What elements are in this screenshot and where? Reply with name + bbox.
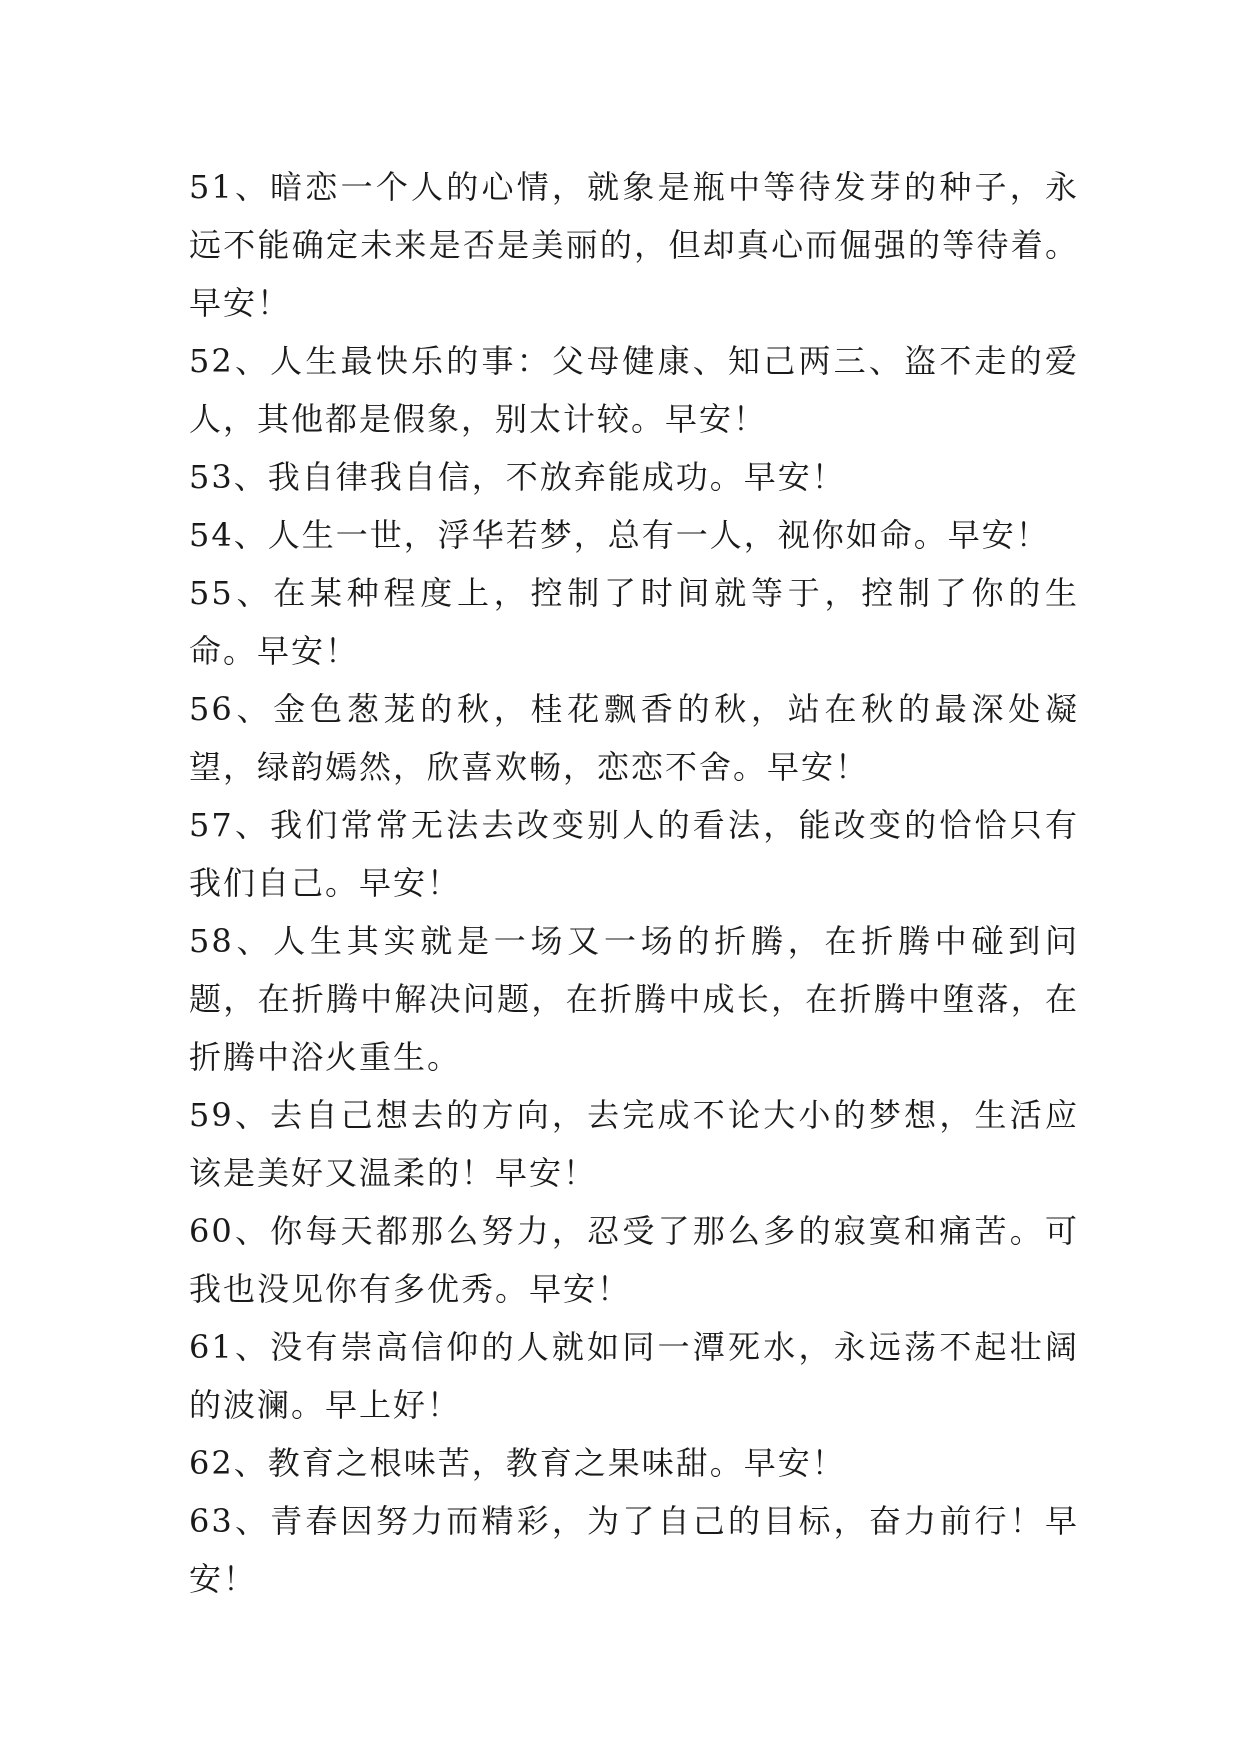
- list-item: 52、人生最快乐的事：父母健康、知己两三、盗不走的爱人，其他都是假象，别太计较。早安！: [189, 342, 1079, 438]
- list-item: 54、人生一世，浮华若梦，总有一人，视你如命。早安！: [189, 516, 1050, 554]
- list-item: 61、没有崇高信仰的人就如同一潭死水，永远荡不起壮阔的波澜。早上好！: [189, 1328, 1079, 1424]
- list-item: 59、去自己想去的方向，去完成不论大小的梦想，生活应该是美好又温柔的！早安！: [189, 1096, 1079, 1192]
- list-item: 57、我们常常无法去改变别人的看法，能改变的恰恰只有我们自己。早安！: [189, 806, 1079, 902]
- list-item: 55、在某种程度上，控制了时间就等于，控制了你的生命。早安！: [189, 574, 1079, 670]
- document-body: [189, 158, 1079, 1608]
- list-item: 56、金色葱茏的秋，桂花飘香的秋，站在秋的最深处凝望，绿韵嫣然，欣喜欢畅，恋恋不舍。早安！: [189, 690, 1079, 786]
- list-item: 53、我自律我自信，不放弃能成功。早安！: [189, 458, 846, 496]
- list-item: 62、教育之根味苦，教育之果味甜。早安！: [189, 1444, 846, 1482]
- list-item: 51、暗恋一个人的心情，就象是瓶中等待发芽的种子，永远不能确定未来是否是美丽的，但却真心而倔强的等待着。早安！: [189, 168, 1079, 322]
- list-item: 63、青春因努力而精彩，为了自己的目标，奋力前行！早安！: [189, 1502, 1079, 1598]
- list-item: 58、人生其实就是一场又一场的折腾，在折腾中碰到问题，在折腾中解决问题，在折腾中成长，在折腾中堕落，在折腾中浴火重生。: [189, 922, 1079, 1076]
- list-item: 60、你每天都那么努力，忍受了那么多的寂寞和痛苦。可我也没见你有多优秀。早安！: [189, 1212, 1079, 1308]
